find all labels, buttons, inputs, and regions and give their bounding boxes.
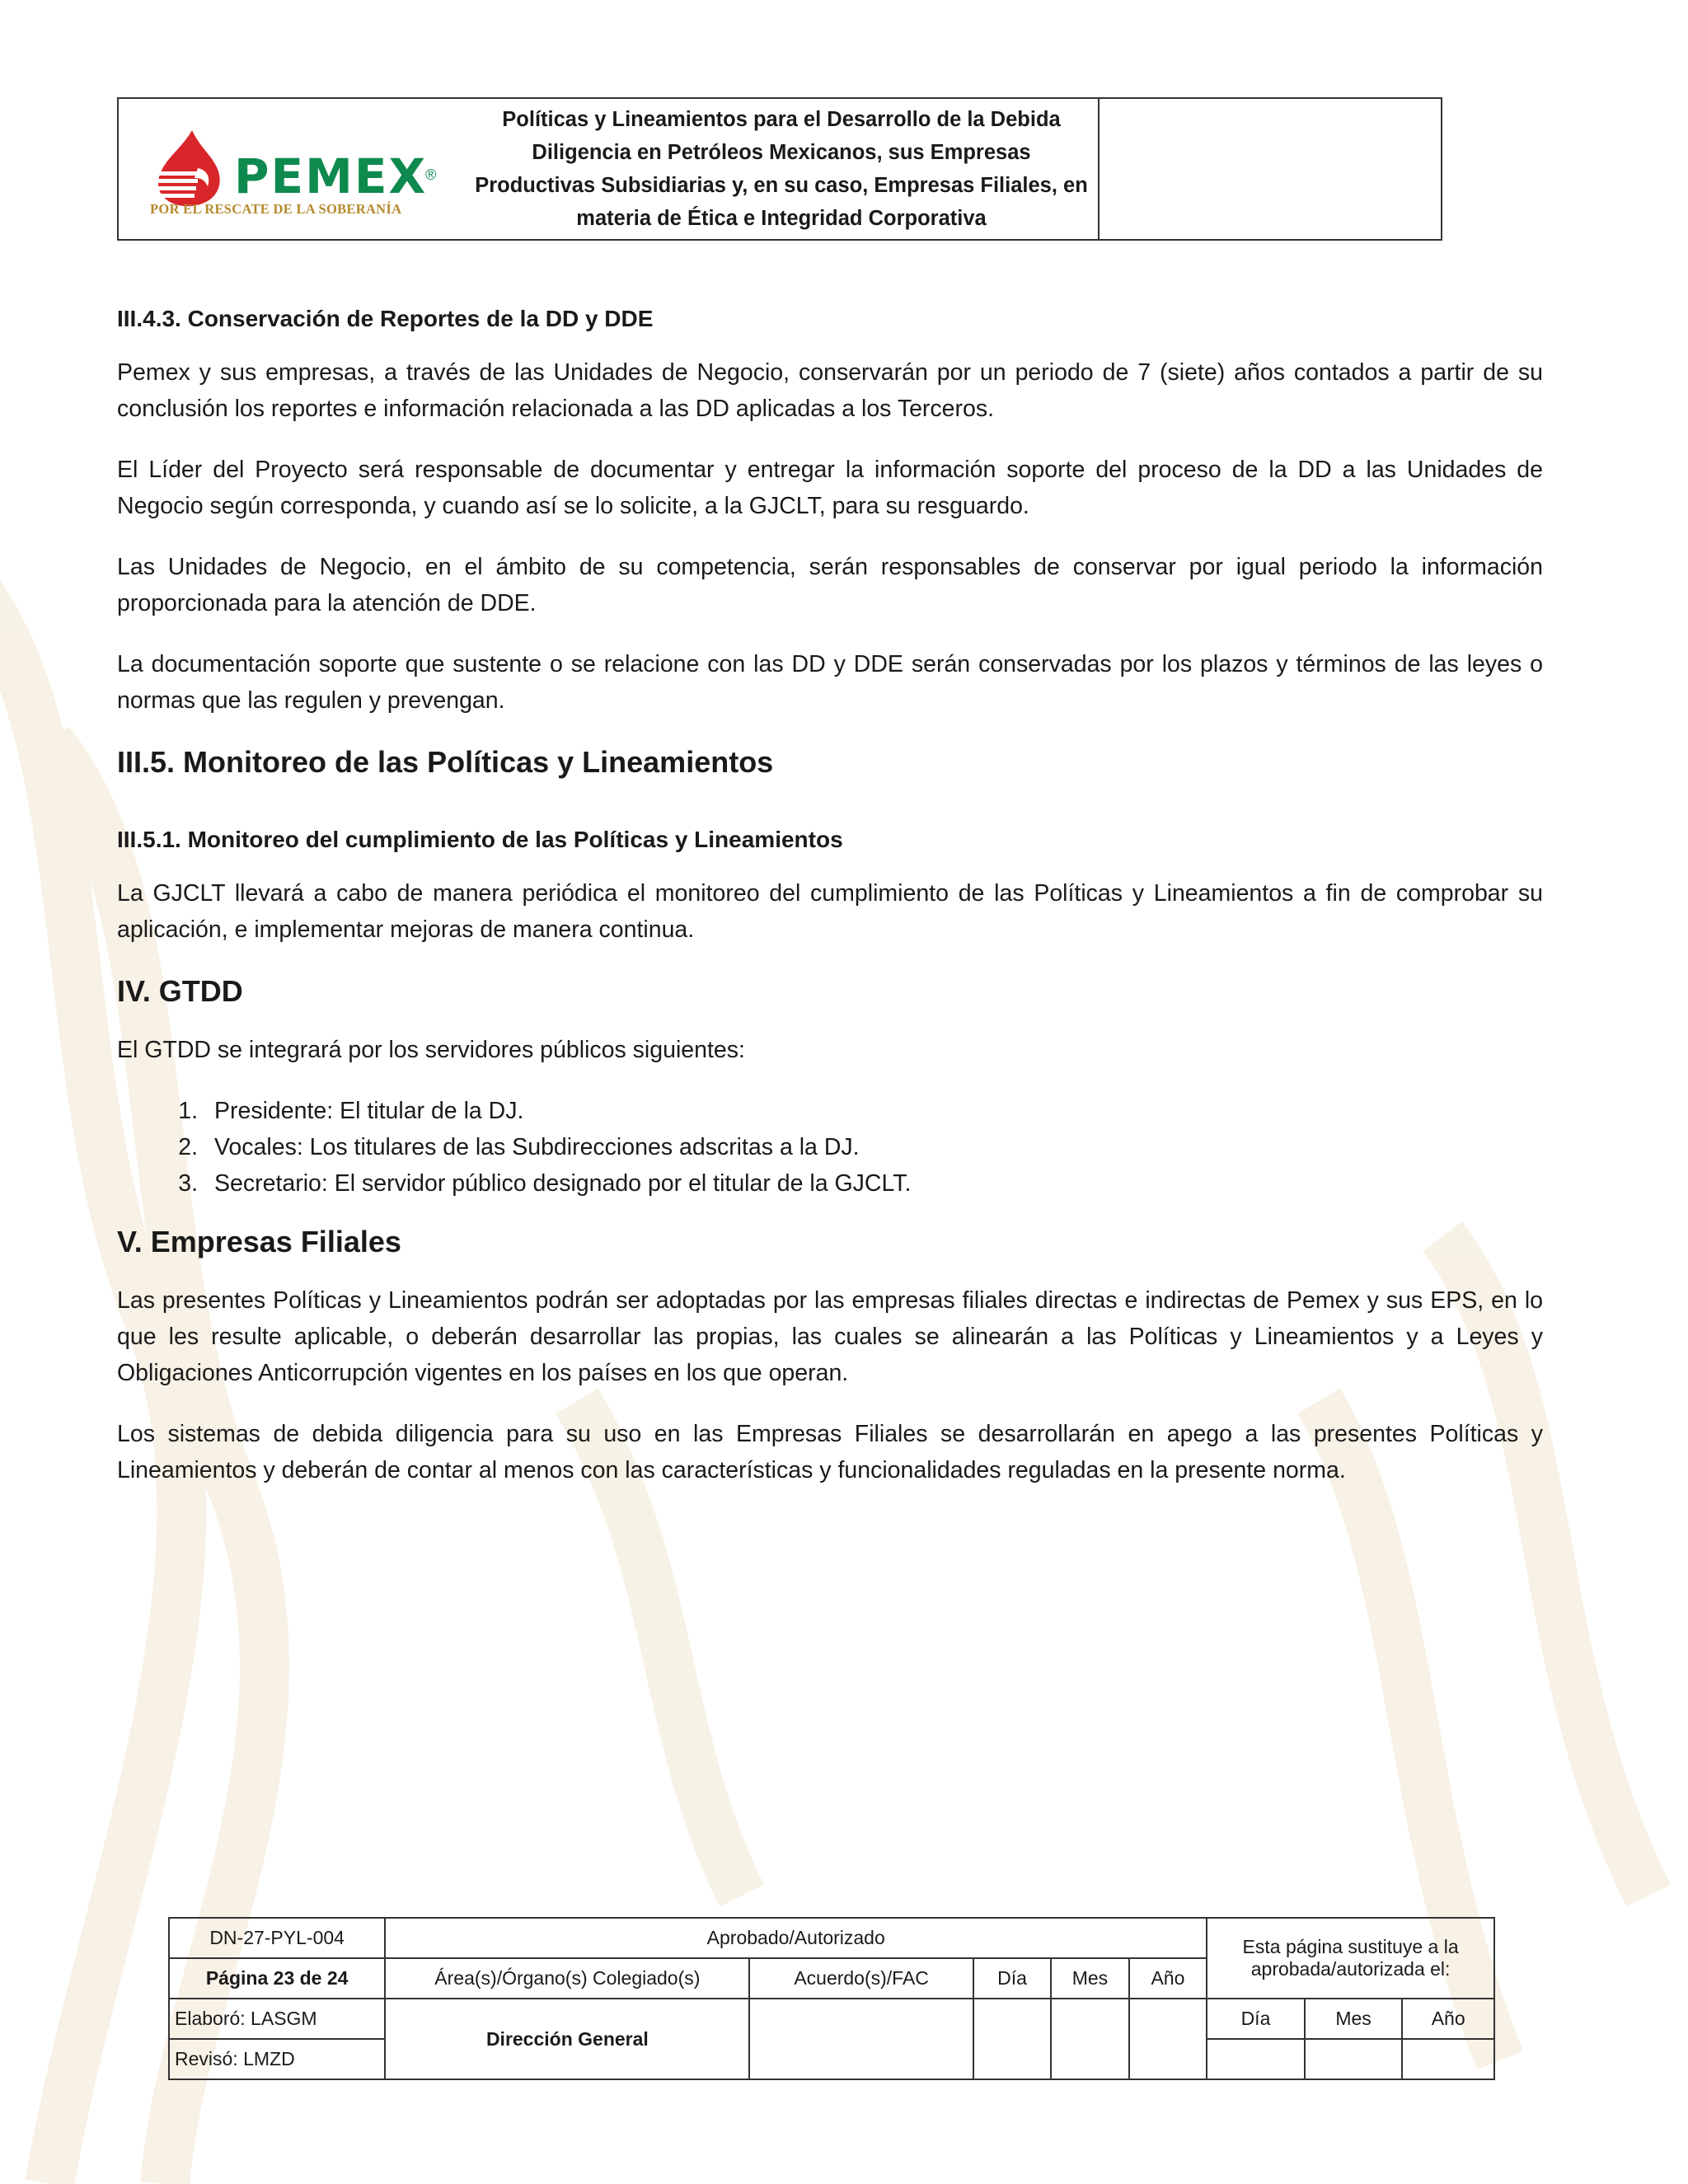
agreements-header: Acuerdo(s)/FAC — [749, 1958, 973, 1999]
section-heading: V. Empresas Filiales — [117, 1225, 401, 1258]
list-number: 2. — [178, 1134, 198, 1160]
list-item — [117, 1165, 1543, 1202]
replaced-day-cell — [1207, 2039, 1305, 2079]
elaborated-by: Elaboró: LASGM — [169, 1999, 385, 2039]
list-text: Presidente: El titular de la DJ. — [214, 1098, 524, 1124]
replaced-month-header: Mes — [1305, 1999, 1403, 2039]
month-cell — [1051, 1999, 1128, 2079]
document-title: Políticas y Lineamientos para el Desarrollo de la Debida Diligencia en Petróleos Mexicanos, sus Empresas Productivas Subsidiarias y, en su caso, Empresas Filiales, en materia de Ética e Integridad Corporativa — [465, 99, 1100, 239]
month-header: Mes — [1051, 1958, 1128, 1999]
areas-header: Área(s)/Órgano(s) Colegiado(s) — [385, 1958, 749, 1999]
page-number: Página 23 de 24 — [169, 1958, 385, 1999]
replaces-note: Esta página sustituye a la aprobada/autorizada el: — [1207, 1918, 1494, 1999]
year-header: Año — [1129, 1958, 1207, 1999]
replaced-month-cell — [1305, 2039, 1403, 2079]
replaced-year-header: Año — [1402, 1999, 1494, 2039]
pemex-wordmark: PEMEX — [234, 148, 428, 204]
approval-footer-table — [168, 1917, 1495, 2080]
list-item — [117, 1093, 1543, 1129]
agreements-cell — [749, 1999, 973, 2079]
day-header: Día — [973, 1958, 1051, 1999]
logo-tagline: POR EL RESCATE DE LA SOBERANÍA — [150, 201, 402, 217]
paragraph: La GJCLT llevará a cabo de manera periódica el monitoreo del cumplimiento de las Políticas y Lineamientos a fin de comprobar su aplicación, e implementar mejoras de manera continua. — [117, 880, 1543, 943]
document-body — [117, 303, 1543, 1513]
year-cell — [1129, 1999, 1207, 2079]
paragraph: La documentación soporte que sustente o se relacione con las DD y DDE serán conservadas por los plazos y términos de las leyes o normas que las regulen y prevengan. — [117, 651, 1543, 714]
header-empty-cell — [1100, 99, 1441, 239]
pemex-flame-icon — [147, 127, 229, 209]
replaced-day-header: Día — [1207, 1999, 1305, 2039]
document-header — [117, 97, 1442, 241]
list-text: Secretario: El servidor público designado por el titular de la GJCLT. — [214, 1170, 912, 1197]
paragraph: El Líder del Proyecto será responsable de documentar y entregar la información soporte del proceso de la DD a las Unidades de Negocio según corresponda, y cuando así se lo solicite, a la GJCLT, para su resguardo. — [117, 457, 1543, 519]
paragraph: Pemex y sus empresas, a través de las Unidades de Negocio, conservarán por un periodo de 7 (siete) años contados a partir de su conclusión los reportes e información relacionada a las DD aplicadas a los Terceros. — [117, 359, 1543, 422]
replaced-year-cell — [1402, 2039, 1494, 2079]
section-heading: IV. GTDD — [117, 974, 243, 1008]
approved-header: Aprobado/Autorizado — [385, 1918, 1207, 1958]
paragraph: Las Unidades de Negocio, en el ámbito de su competencia, serán responsables de conservar por igual periodo la información proporcionada para la atención de DDE. — [117, 554, 1543, 616]
section-heading: III.5. Monitoreo de las Políticas y Lineamientos — [117, 745, 774, 779]
list-text: Vocales: Los titulares de las Subdirecciones adscritas a la DJ. — [214, 1134, 860, 1160]
reviewed-by: Revisó: LMZD — [169, 2039, 385, 2079]
registered-mark: ® — [425, 166, 437, 183]
document-code: DN-27-PYL-004 — [169, 1918, 385, 1958]
day-cell — [973, 1999, 1051, 2079]
paragraph: Las presentes Políticas y Lineamientos podrán ser adoptadas por las empresas filiales directas e indirectas de Pemex y sus EPS, en lo que les resulte aplicable, o deberán desarrollar las propias, las cuales se alinearán a las Políticas y Lineamientos y a Leyes y Obligaciones Anticorrupción vigentes en los países en los que operan. — [117, 1287, 1543, 1386]
member-list — [117, 1093, 1543, 1202]
section-heading: III.4.3. Conservación de Reportes de la DD y DDE — [117, 306, 654, 331]
direction-name: Dirección General — [385, 1999, 749, 2079]
paragraph: Los sistemas de debida diligencia para su uso en las Empresas Filiales se desarrollarán en apego a las presentes Políticas y Lineamientos y deberán de contar al menos con las características y funcionalidades reguladas en la presente norma. — [117, 1421, 1543, 1483]
paragraph: El GTDD se integrará por los servidores públicos siguientes: — [117, 1037, 745, 1063]
list-number: 1. — [178, 1098, 198, 1124]
list-number: 3. — [178, 1170, 198, 1197]
section-heading: III.5.1. Monitoreo del cumplimiento de las Políticas y Lineamientos — [117, 827, 843, 852]
pemex-logo — [119, 99, 465, 239]
list-item — [117, 1129, 1543, 1165]
